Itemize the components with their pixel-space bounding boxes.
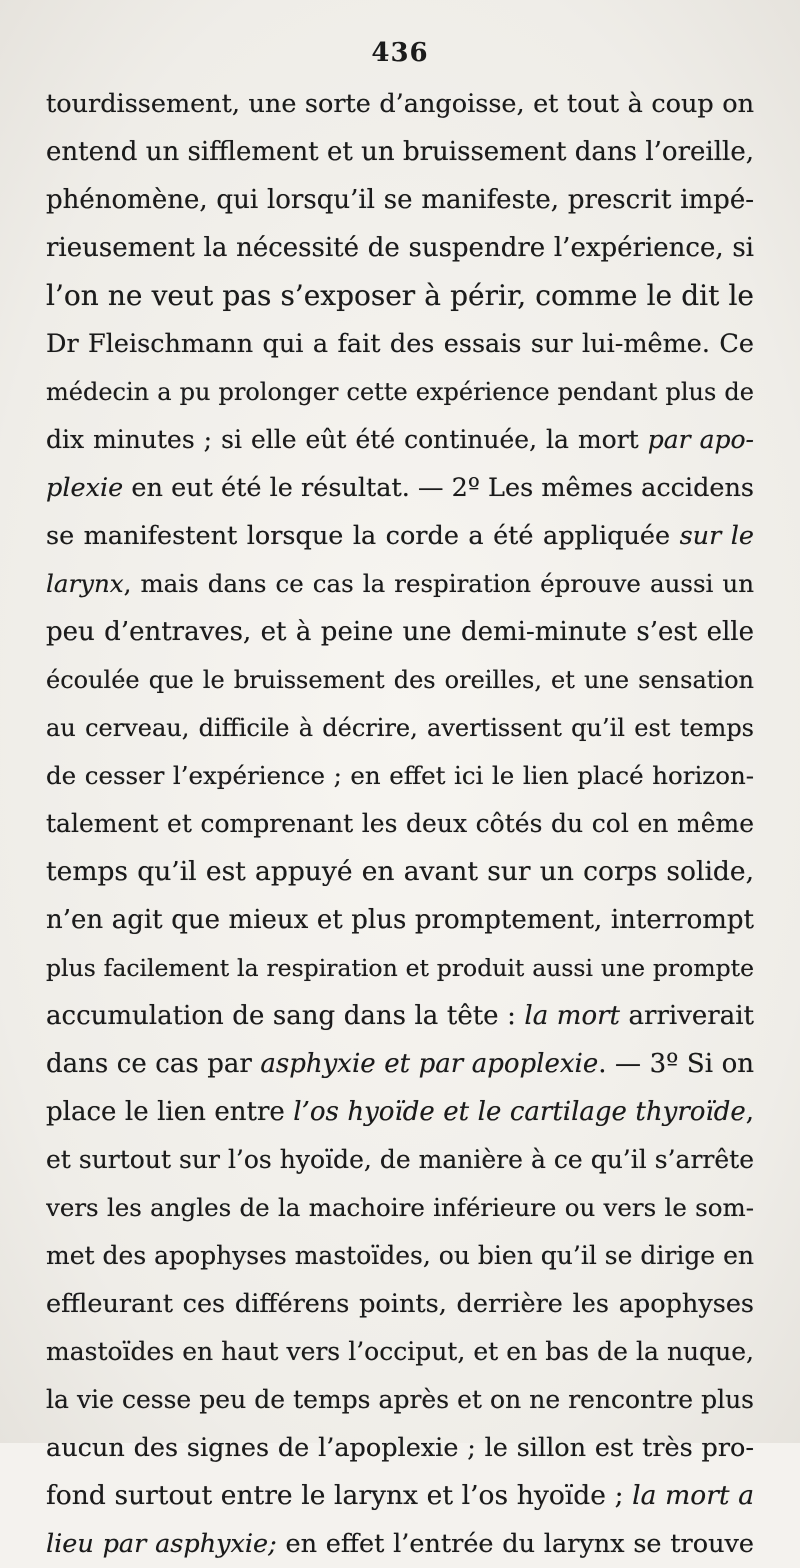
text-line [46, 1136, 754, 1184]
text-line [46, 1184, 754, 1232]
text-line [46, 416, 754, 464]
text-line [46, 1088, 754, 1136]
text-run: . — 3º Si on [598, 1049, 754, 1079]
text-run: au cerveau, difficile à décrire, avertissent qu’il est temps [46, 714, 754, 742]
text-run: place le lien entre [46, 1097, 294, 1127]
page-number: 436 [371, 38, 429, 68]
text-run: médecin a pu prolonger cette expérience pendant plus de [46, 378, 754, 406]
italic-text: sur le [679, 521, 754, 551]
text-line [46, 1520, 754, 1568]
text-line [46, 1280, 754, 1328]
text-run: arriverait [619, 1001, 754, 1031]
text-run: en effet l’entrée du larynx se trouve [276, 1529, 754, 1559]
text-run: , mais dans ce cas la respiration éprouve aussi un [123, 569, 754, 598]
italic-text: asphyxie et par apoplexie [260, 1049, 599, 1079]
text-run: phénomène, qui lorsqu’il se manifeste, prescrit impé- [46, 185, 754, 215]
text-run: aucun des signes de l’apoplexie ; le sillon est très pro- [46, 1433, 754, 1463]
text-line [46, 704, 754, 752]
text-line [46, 944, 754, 992]
text-run: Dr Fleischmann qui a fait des essais sur lui-même. Ce [46, 329, 754, 359]
text-line [46, 1232, 754, 1280]
italic-text: larynx [46, 569, 124, 598]
text-run: met des apophyses mastoïdes, ou bien qu’il se dirige en [46, 1241, 754, 1270]
text-line [46, 896, 754, 944]
text-run: plus facilement la respiration et produit aussi une prompte [46, 954, 754, 982]
text-run: entend un sifflement et un bruissement dans l’oreille, [46, 137, 754, 167]
text-line [46, 656, 754, 704]
text-line [46, 80, 754, 128]
text-run: la vie cesse peu de temps après et on ne rencontre plus [46, 1385, 754, 1414]
text-run: de cesser l’expérience ; en effet ici le lien placé horizon- [46, 761, 754, 790]
text-run: dans ce cas par [46, 1049, 261, 1079]
italic-text: la mort [524, 1001, 620, 1031]
text-line [46, 992, 754, 1040]
text-line [46, 512, 754, 560]
text-run: en eut été le résultat. — 2º Les mêmes accidens [123, 473, 754, 503]
italic-text: la mort a [632, 1480, 754, 1511]
text-line [46, 464, 754, 512]
text-line [46, 176, 754, 224]
italic-text: plexie [46, 473, 124, 503]
text-run: l’on ne veut pas s’exposer à périr, comme le dit le [46, 279, 754, 312]
text-run: fond surtout entre le larynx et l’os hyoïde ; [46, 1480, 633, 1511]
text-run: dix minutes ; si elle eût été continuée, la mort [46, 425, 648, 454]
text-run: écoulée que le bruissement des oreilles, et une sensation [46, 666, 754, 694]
text-line [46, 1424, 754, 1472]
text-line [46, 560, 754, 608]
text-run: tourdissement, une sorte d’angoisse, et tout à coup on [46, 89, 754, 119]
italic-text: lieu par asphyxie; [46, 1529, 277, 1559]
text-run: et surtout sur l’os hyoïde, de manière à ce qu’il s’arrête [46, 1145, 754, 1174]
text-run: rieusement la nécessité de suspendre l’expérience, si [46, 233, 754, 263]
text-line [46, 224, 754, 272]
text-run: n’en agit que mieux et plus promptement, interrompt [46, 905, 754, 935]
text-line [46, 1376, 754, 1424]
text-line [46, 608, 754, 656]
text-run: vers les angles de la machoire inférieure ou vers le som- [46, 1193, 754, 1222]
text-run: temps qu’il est appuyé en avant sur un corps solide, [46, 856, 754, 887]
text-line [46, 800, 754, 848]
text-line [46, 848, 754, 896]
text-line [46, 752, 754, 800]
text-line [46, 1472, 754, 1520]
text-line [46, 272, 754, 320]
text-run: talement et comprenant les deux côtés du col en même [46, 809, 754, 838]
text-run: peu d’entraves, et à peine une demi-minute s’est elle [46, 617, 754, 647]
text-line [46, 1040, 754, 1088]
text-line [46, 320, 754, 368]
text-line [46, 128, 754, 176]
text-run: mastoïdes en haut vers l’occiput, et en bas de la nuque, [46, 1337, 754, 1366]
italic-text: l’os hyoïde et le cartilage thyroïde [293, 1097, 746, 1127]
text-run: , [745, 1097, 754, 1127]
text-run: effleurant ces différens points, derrière les apophyses [46, 1289, 754, 1319]
text-run: accumulation de sang dans la tête : [46, 1001, 525, 1031]
text-line [46, 368, 754, 416]
italic-text: par apo- [647, 425, 754, 454]
body-text [46, 80, 754, 1568]
text-run: se manifestent lorsque la corde a été appliquée [46, 521, 680, 551]
text-line [46, 1328, 754, 1376]
